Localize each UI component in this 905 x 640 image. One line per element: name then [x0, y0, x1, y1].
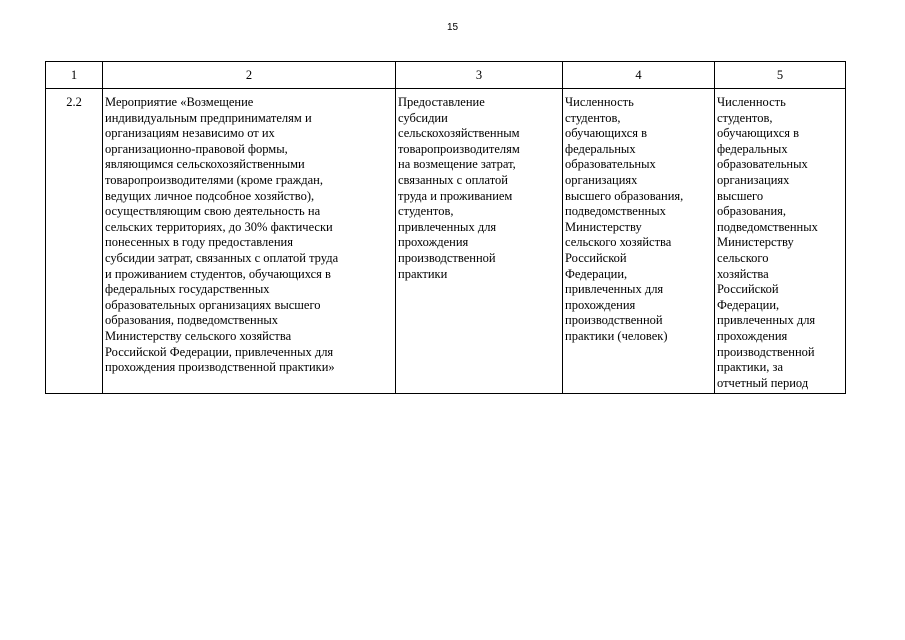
table-row [46, 89, 846, 394]
result-cell [396, 89, 563, 394]
table-header-row [46, 62, 846, 89]
header-col-2: 2 [103, 62, 396, 89]
indicator-period-text: Численность студентов, обучающихся в федеральных образовательных организациях высшего образования, подведомственных Министерству сельского хозяйства Российской Федерации, привлеченных для прохождения производственной практики, за отчетный период [717, 95, 818, 390]
header-col-3: 3 [396, 62, 563, 89]
measures-table [45, 61, 846, 394]
row-number: 2.2 [66, 95, 82, 109]
event-text: Мероприятие «Возмещение индивидуальным предпринимателям и организациям независимо от их организационно-правовой формы, являющимся сельскохозяйственными товаропроизводителями (кроме граждан, ведущих личное подсобное хозяйство), осуществляющим свою деятельность на сельских территориях, до 30% фактически понесенных в году предоставления субсидии затрат, связанных с оплатой труда и проживанием студентов, обучающихся в федеральных государственных образовательных организациях высшего образования, подведомственных Министерству сельского хозяйства Российской Федерации, привлеченных для прохождения производственной практики» [105, 95, 339, 375]
result-text: Предоставление субсидии сельскохозяйственным товаропроизводителям на возмещение затрат, связанных с оплатой труда и проживанием студентов, привлеченных для прохождения производственной практики [398, 95, 520, 281]
indicator-cell [563, 89, 715, 394]
header-col-5: 5 [715, 62, 846, 89]
event-cell [103, 89, 396, 394]
page-number: 15 [446, 22, 459, 33]
header-col-1: 1 [46, 62, 103, 89]
row-number-cell [46, 89, 103, 394]
indicator-text: Численность студентов, обучающихся в федеральных образовательных организациях высшего образования, подведомственных Министерству сельского хозяйства Российской Федерации, привлеченных для прохождения производственной практики (человек) [565, 95, 684, 343]
header-col-4: 4 [563, 62, 715, 89]
indicator-period-cell [715, 89, 846, 394]
